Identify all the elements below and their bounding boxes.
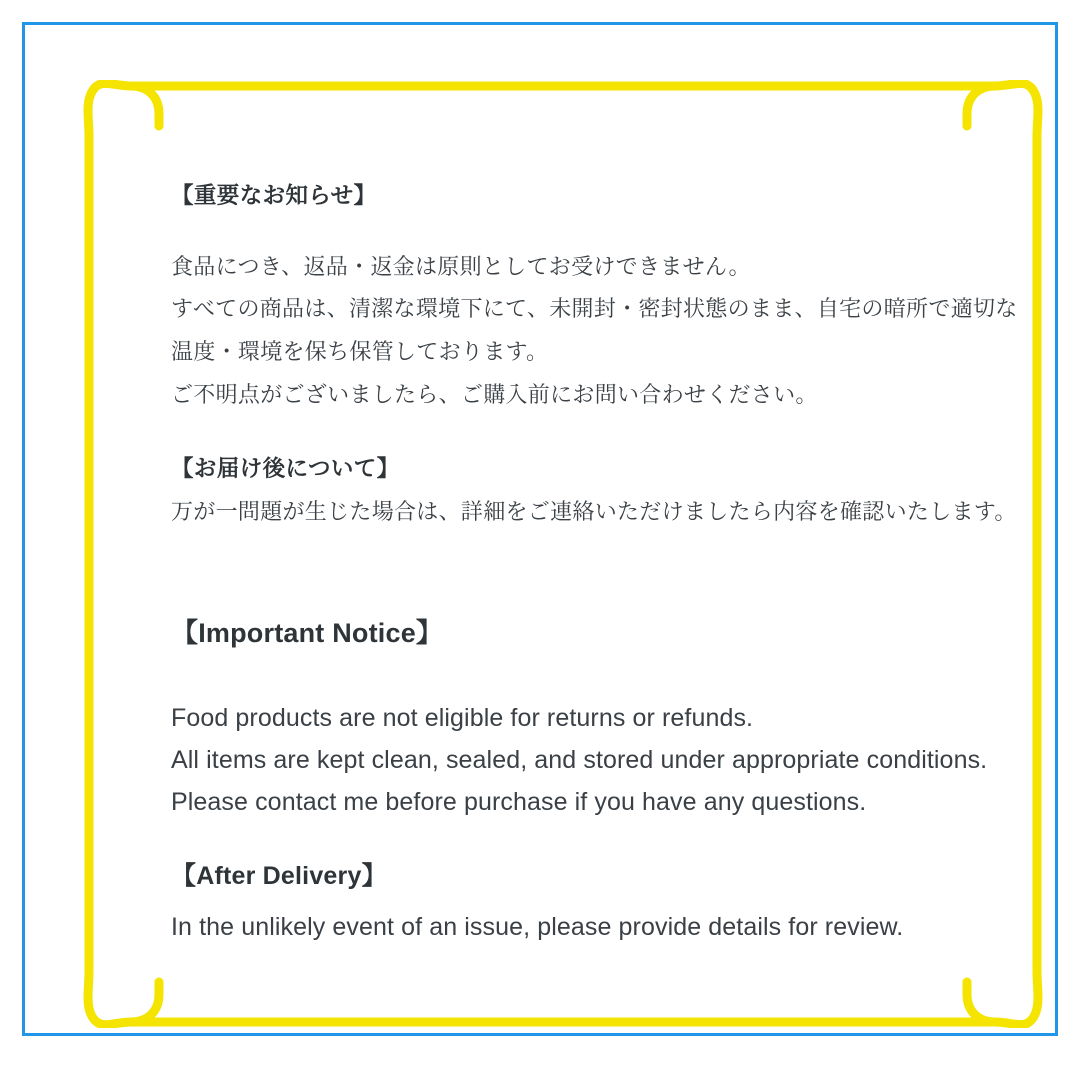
japanese-notice-line: 食品につき、返品・返金は原則としてお受けできません。: [171, 253, 751, 279]
japanese-notice-line: ご不明点がございましたら、ご購入前にお問い合わせください。: [171, 382, 818, 408]
notice-content-panel: [121, 120, 1018, 990]
japanese-notice-heading: 【重要なお知らせ】: [171, 183, 377, 208]
spacer: [171, 823, 989, 859]
japanese-notice-section: [171, 180, 1018, 417]
english-notice-heading: 【Important Notice】: [171, 618, 444, 649]
english-notice-line: All items are kept clean, sealed, and stored under appropriate conditions.: [171, 746, 988, 775]
english-notice-body: [171, 697, 989, 823]
english-notice-line: Food products are not eligible for returns or refunds.: [171, 704, 754, 733]
spacer: [171, 417, 989, 453]
japanese-delivery-line: 万が一問題が生じた場合は、詳細をご連絡いただけましたら内容を確認いたします。: [171, 498, 1017, 524]
japanese-notice-line: すべての商品は、清潔な環境下にて、未開封・密封状態のまま、自宅の暗所で適切な: [171, 296, 1018, 322]
japanese-notice-line: 温度・環境を保ち保管しております。: [171, 339, 549, 365]
spacer: [171, 533, 989, 615]
english-delivery-line: In the unlikely event of an issue, please provide details for review.: [171, 913, 904, 942]
japanese-notice-body: [171, 246, 1018, 418]
english-delivery-section: [171, 859, 989, 948]
japanese-delivery-section: [171, 453, 1017, 533]
english-notice-section: [171, 615, 989, 823]
spacer: [171, 653, 989, 697]
english-notice-line: Please contact me before purchase if you have any questions.: [171, 788, 867, 817]
japanese-delivery-heading: 【お届け後について】: [171, 456, 400, 482]
outer-blue-frame: [22, 22, 1058, 1036]
english-delivery-heading: 【After Delivery】: [171, 862, 387, 891]
